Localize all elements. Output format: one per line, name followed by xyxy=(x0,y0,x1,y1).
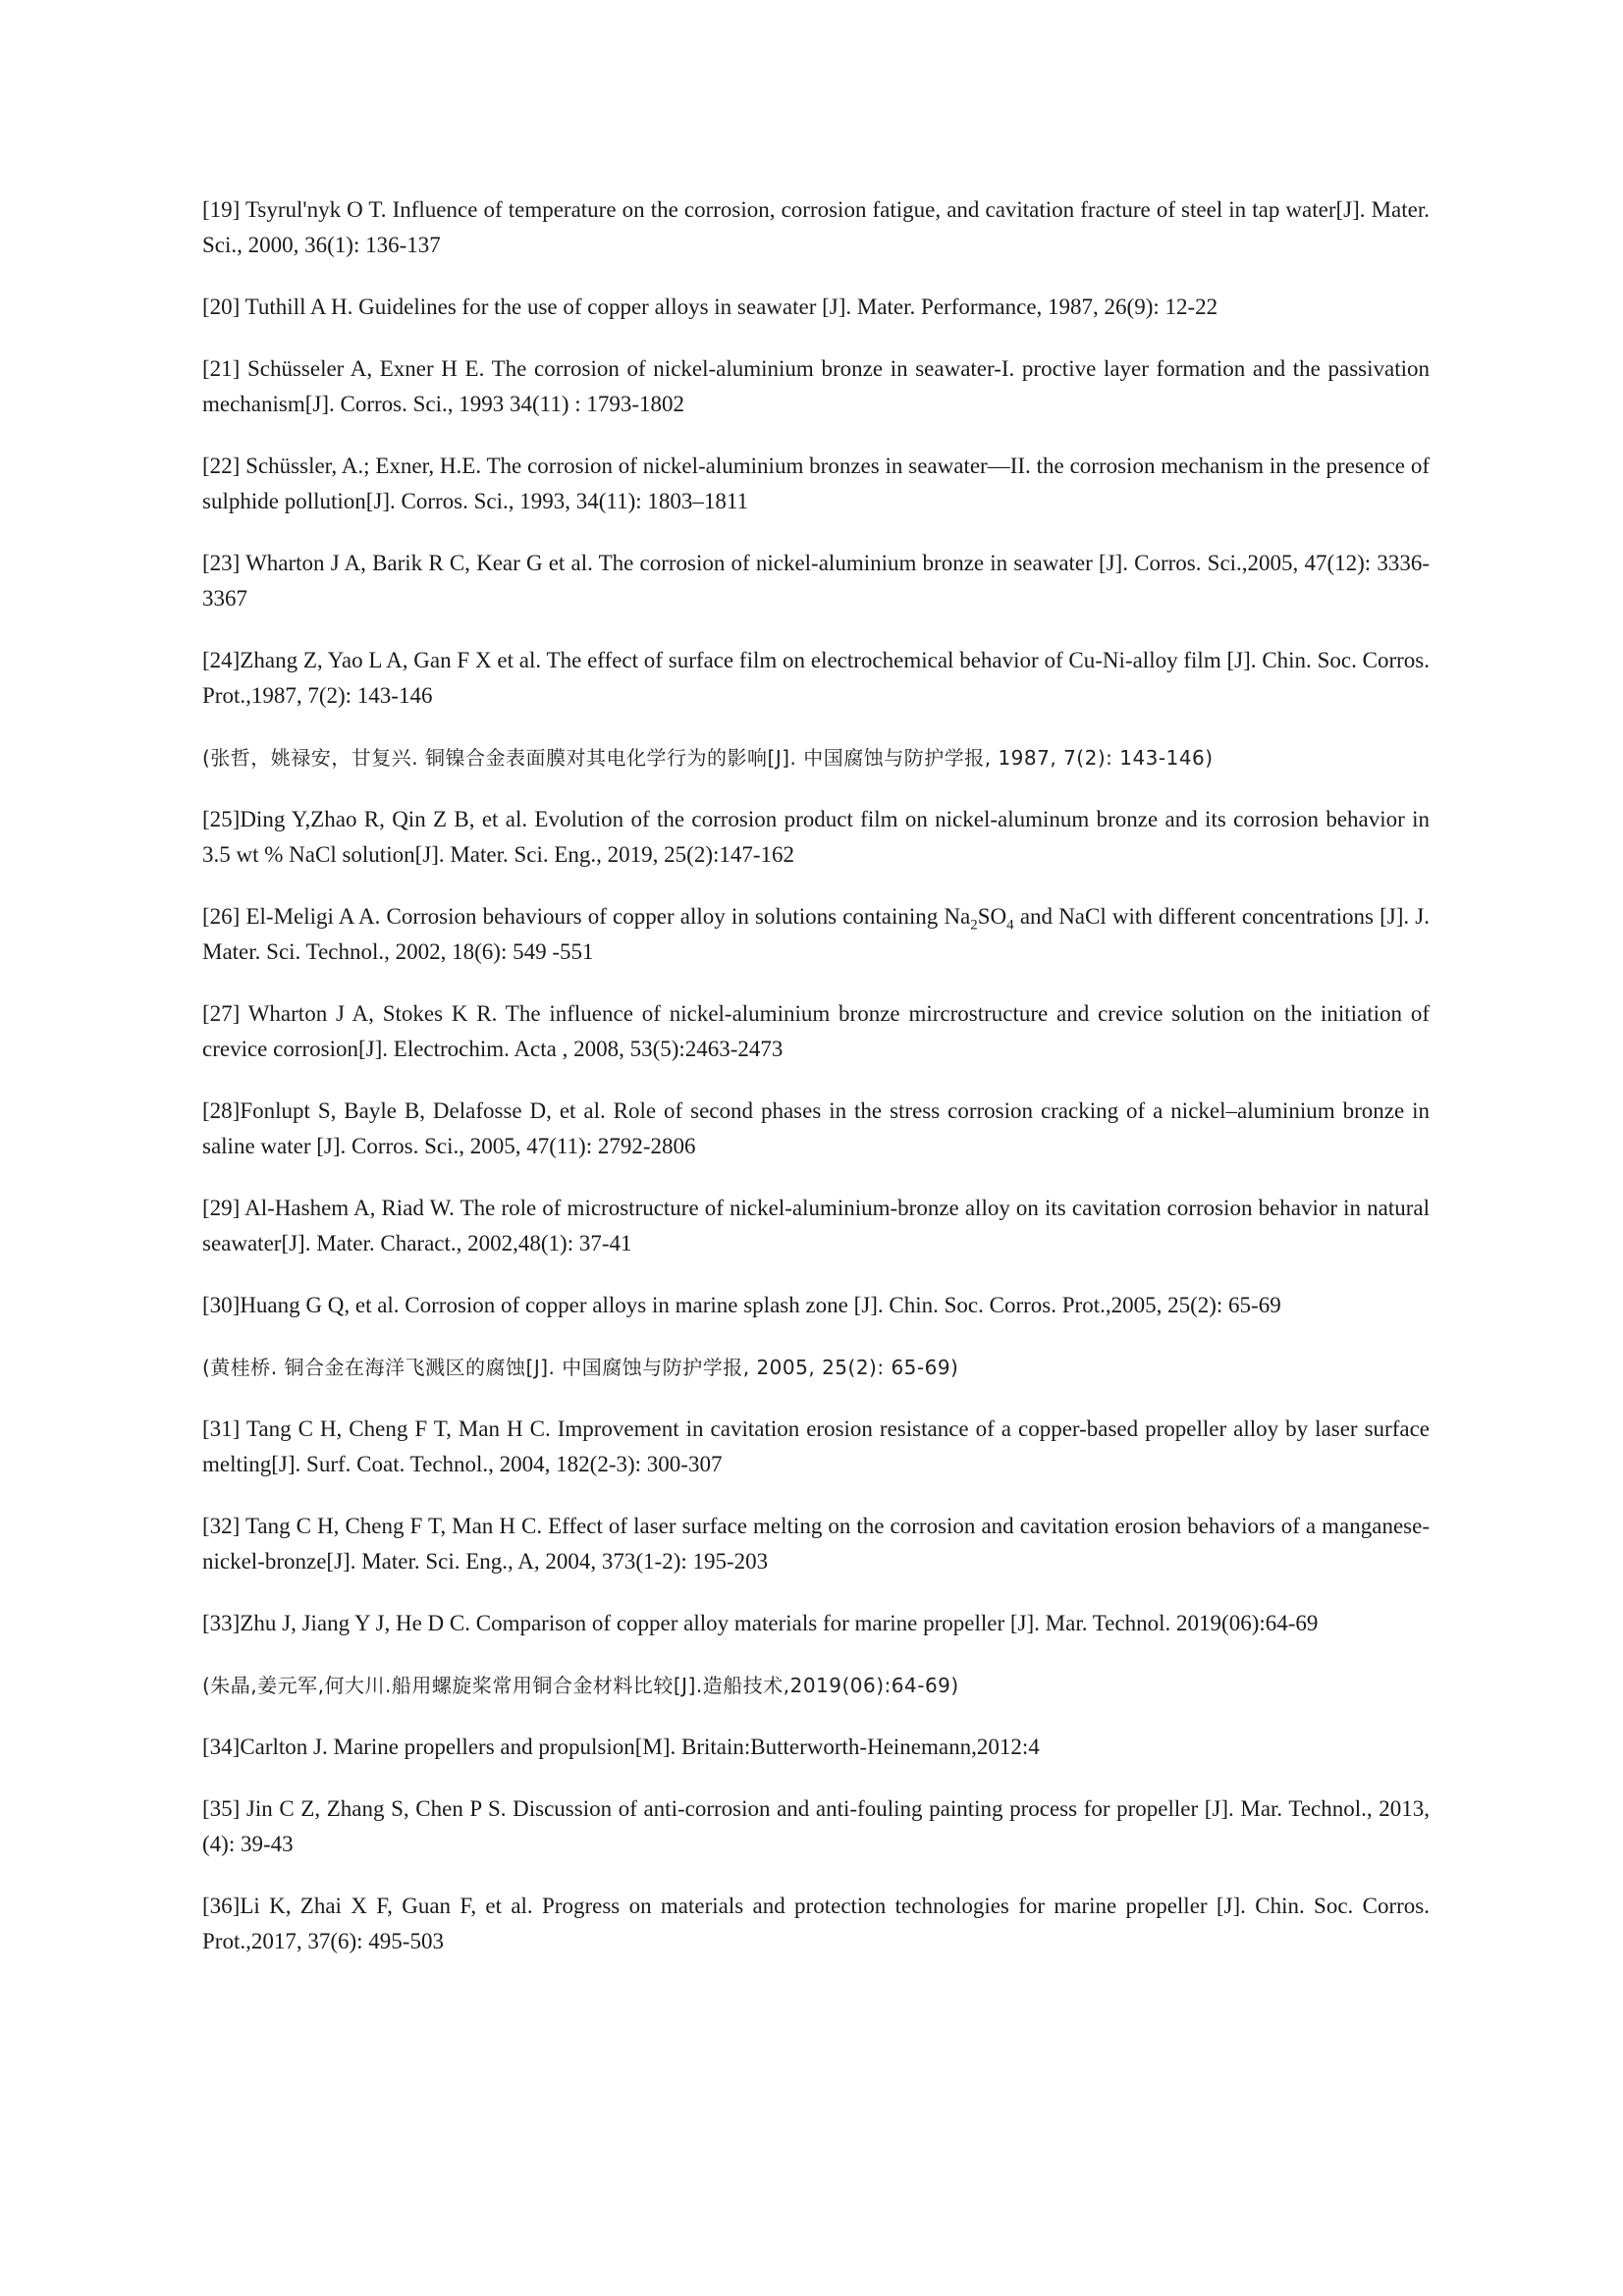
reference-29: [29] Al-Hashem A, Riad W. The role of microstructure of nickel-aluminium-bronze alloy on its cavitation corrosion behavior in natural seawater[J]. Mater. Charact., 2002,48(1): 37-41 xyxy=(202,1196,1430,1255)
reference-26-part-1: [26] El-Meligi A A. Corrosion behaviours of copper alloy in solutions containing Na xyxy=(202,904,971,929)
reference-21: [21] Schüsseler A, Exner H E. The corrosion of nickel-aluminium bronze in seawater-I. proctive layer formation and the passivation mechanism[J]. Corros. Sci., 1993 34(11) : 1793-1802 xyxy=(202,356,1430,416)
reference-list xyxy=(202,192,1430,1986)
reference-25: [25]Ding Y,Zhao R, Qin Z B, et al. Evolution of the corrosion product film on nickel-aluminum bronze and its corrosion behavior in 3.5 wt % NaCl solution[J]. Mater. Sci. Eng., 2019, 25(2):147-162 xyxy=(202,807,1430,867)
reference-26 xyxy=(202,899,1430,970)
reference-30-chinese: (黄桂桥. 铜合金在海洋飞溅区的腐蚀[J]. 中国腐蚀与防护学报, 2005, 25(2): 65-69) xyxy=(202,1356,959,1379)
reference-36: [36]Li K, Zhai X F, Guan F, et al. Progress on materials and protection technologies for marine propeller [J]. Chin. Soc. Corros. Prot.,2017, 37(6): 495-503 xyxy=(202,1894,1430,1953)
reference-34: [34]Carlton J. Marine propellers and propulsion[M]. Britain:Butterworth-Heinemann,2012:4 xyxy=(202,1735,1040,1759)
reference-23: [23] Wharton J A, Barik R C, Kear G et al. The corrosion of nickel-aluminium bronze in seawater [J]. Corros. Sci.,2005, 47(12): 3336-3367 xyxy=(202,551,1430,611)
reference-33: [33]Zhu J, Jiang Y J, He D C. Comparison of copper alloy materials for marine propeller [J]. Mar. Technol. 2019(06):64-69 xyxy=(202,1611,1319,1635)
reference-26-subscript-2: 4 xyxy=(1006,917,1014,934)
reference-26-subscript-1: 2 xyxy=(970,917,978,934)
reference-22: [22] Schüssler, A.; Exner, H.E. The corrosion of nickel-aluminium bronzes in seawater—II. the corrosion mechanism in the presence of sulphide pollution[J]. Corros. Sci., 1993, 34(11): 1803–1811 xyxy=(202,454,1430,513)
reference-24-chinese: (张哲，姚禄安，甘复兴. 铜镍合金表面膜对其电化学行为的影响[J]. 中国腐蚀与防护学报, 1987, 7(2): 143-146) xyxy=(202,746,1214,770)
reference-26-part-3: and NaCl with different concentrations [J]. J. Mater. Sci. Technol., 2002, 18(6): 549 -551 xyxy=(202,904,1430,964)
reference-27: [27] Wharton J A, Stokes K R. The influence of nickel-aluminium bronze mircrostructure and crevice solution on the initiation of crevice corrosion[J]. Electrochim. Acta , 2008, 53(5):2463-2473 xyxy=(202,1001,1430,1061)
reference-20: [20] Tuthill A H. Guidelines for the use of copper alloys in seawater [J]. Mater. Performance, 1987, 26(9): 12-22 xyxy=(202,294,1218,319)
reference-30: [30]Huang G Q, et al. Corrosion of copper alloys in marine splash zone [J]. Chin. Soc. Corros. Prot.,2005, 25(2): 65-69 xyxy=(202,1293,1281,1317)
reference-26-part-2: SO xyxy=(977,904,1007,929)
reference-19: [19] Tsyrul'nyk O T. Influence of temperature on the corrosion, corrosion fatigue, and cavitation fracture of steel in tap water[J]. Mater. Sci., 2000, 36(1): 136-137 xyxy=(202,197,1430,257)
reference-24: [24]Zhang Z, Yao L A, Gan F X et al. The effect of surface film on electrochemical behavior of Cu-Ni-alloy film [J]. Chin. Soc. Corros. Prot.,1987, 7(2): 143-146 xyxy=(202,648,1430,708)
reference-31: [31] Tang C H, Cheng F T, Man H C. Improvement in cavitation erosion resistance of a copper-based propeller alloy by laser surface melting[J]. Surf. Coat. Technol., 2004, 182(2-3): 300-307 xyxy=(202,1416,1430,1476)
reference-33-chinese: (朱晶,姜元军,何大川.船用螺旋桨常用铜合金材料比较[J].造船技术,2019(06):64-69) xyxy=(202,1674,959,1697)
reference-28: [28]Fonlupt S, Bayle B, Delafosse D, et al. Role of second phases in the stress corrosion cracking of a nickel–aluminium bronze in saline water [J]. Corros. Sci., 2005, 47(11): 2792-2806 xyxy=(202,1098,1430,1158)
reference-32: [32] Tang C H, Cheng F T, Man H C. Effect of laser surface melting on the corrosion and cavitation erosion behaviors of a manganese-nickel-bronze[J]. Mater. Sci. Eng., A, 2004, 373(1-2): 195-203 xyxy=(202,1514,1430,1574)
reference-35: [35] Jin C Z, Zhang S, Chen P S. Discussion of anti-corrosion and anti-fouling painting process for propeller [J]. Mar. Technol., 2013,(4): 39-43 xyxy=(202,1796,1430,1856)
